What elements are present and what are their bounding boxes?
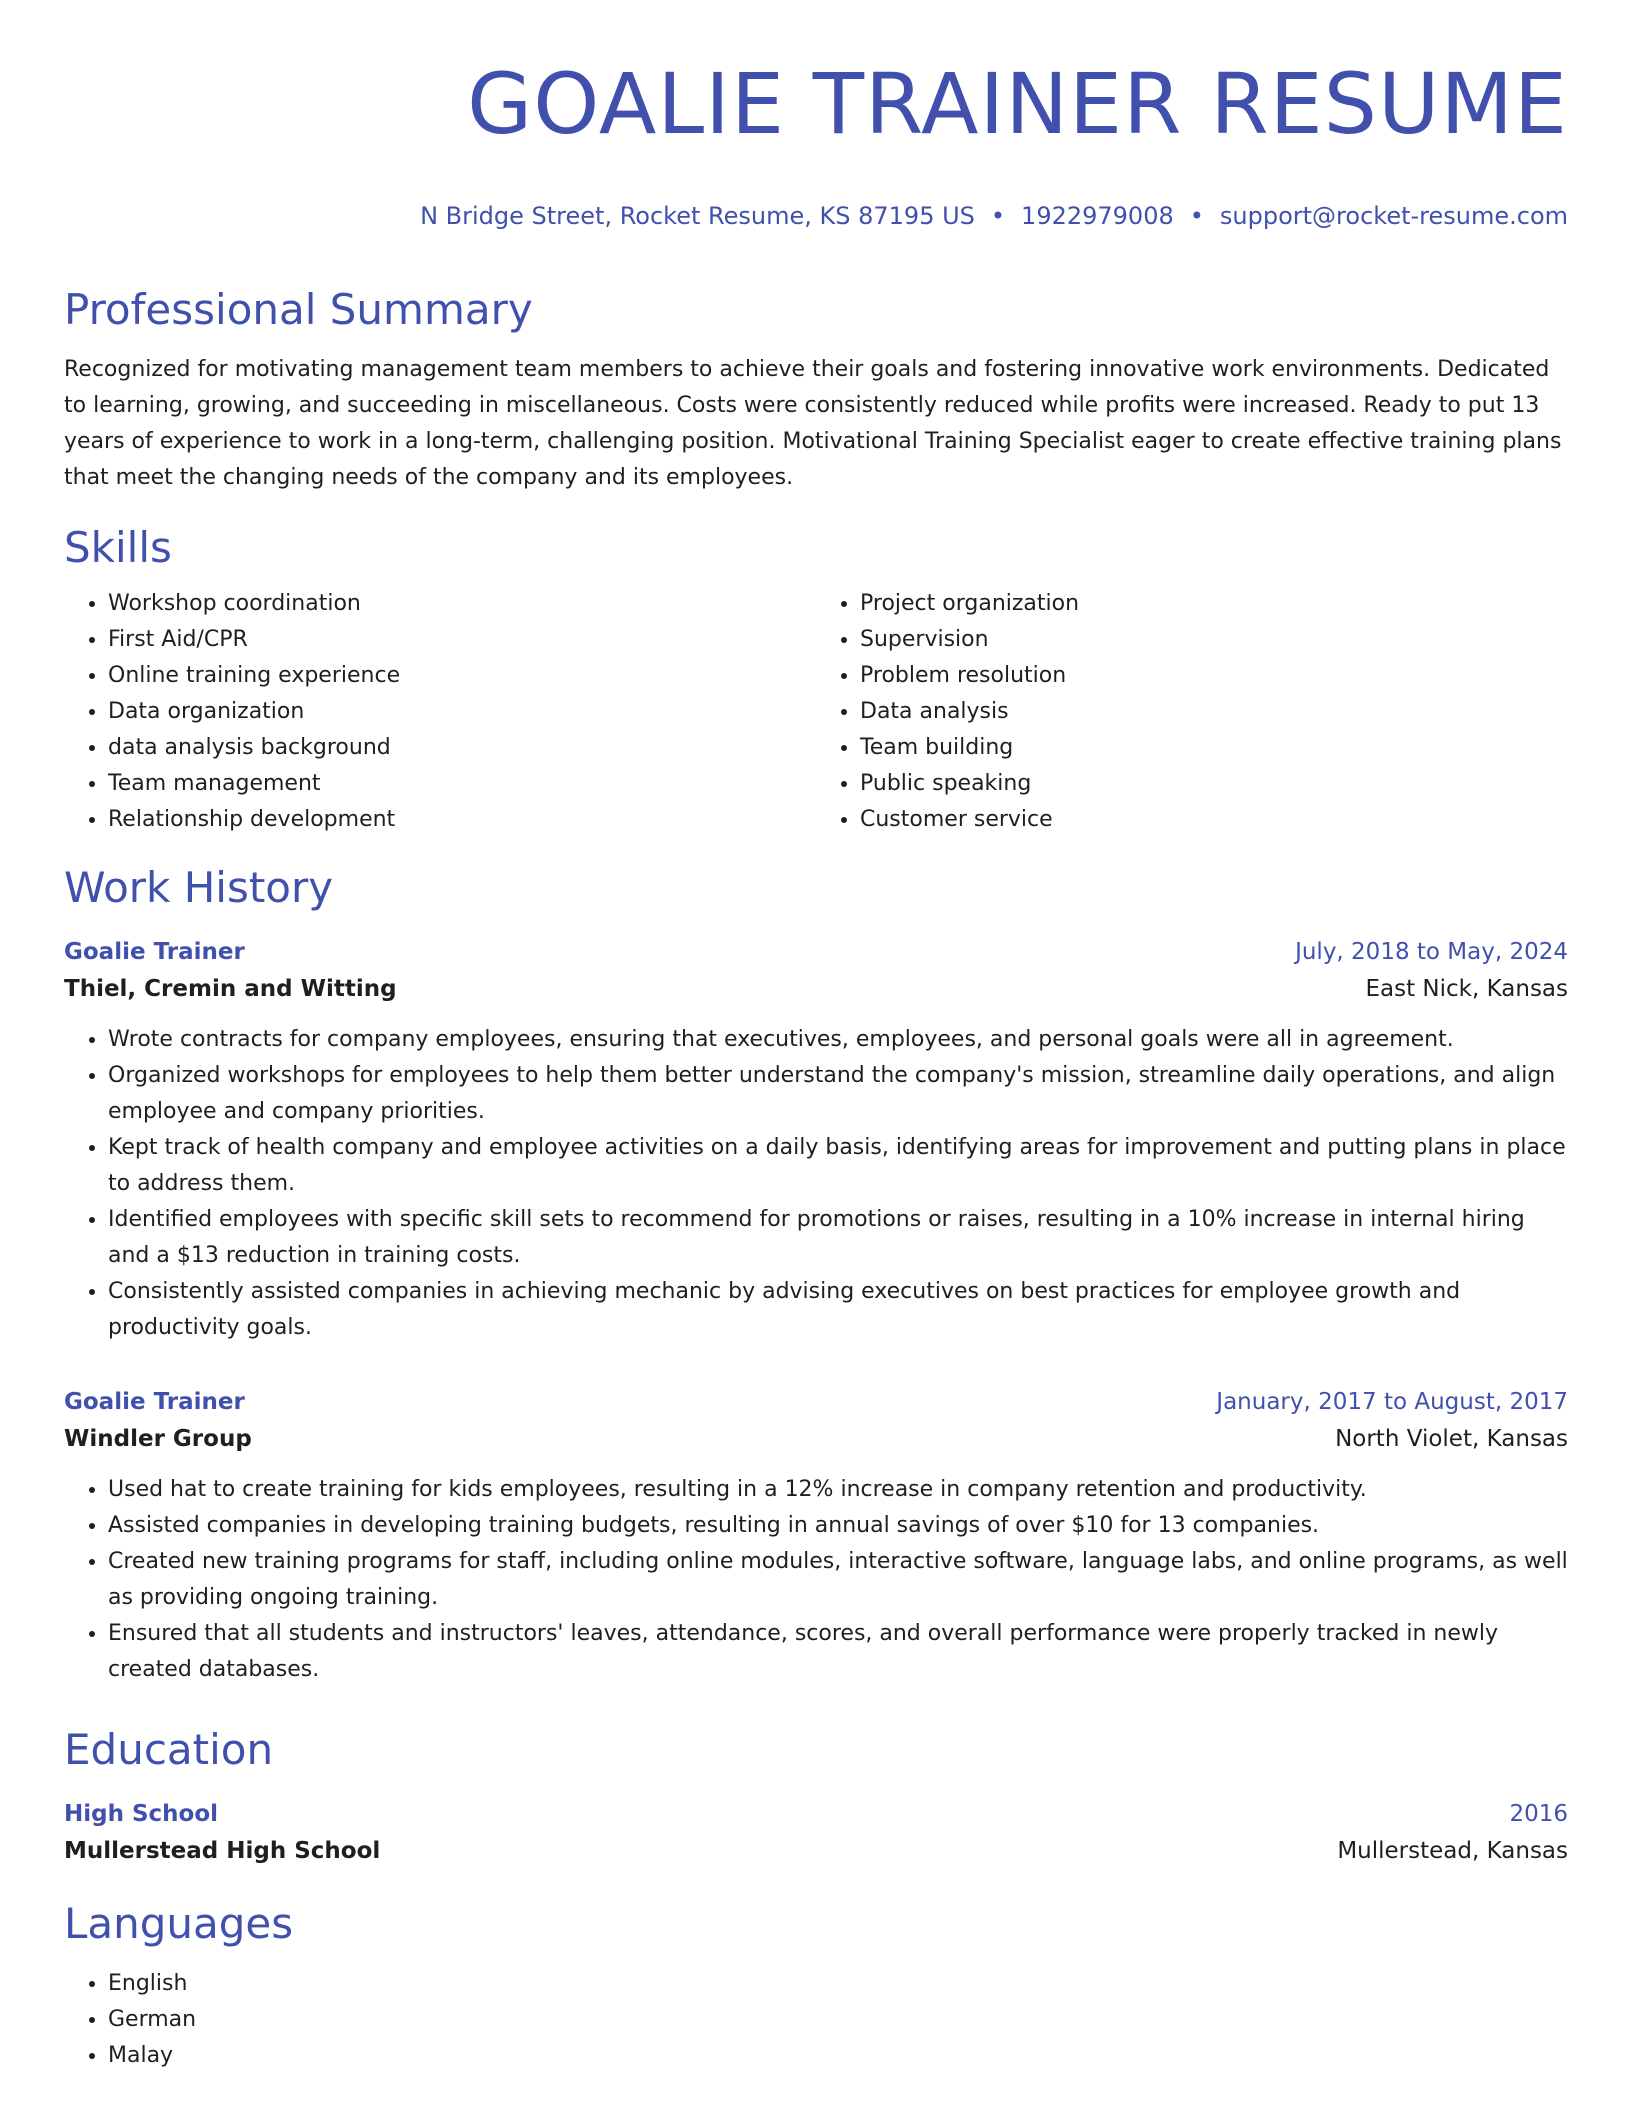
education-school: Mullerstead High School (64, 1838, 381, 1864)
education-location: Mullerstead, Kansas (1337, 1838, 1568, 1864)
job-bullet: • Identified employees with specific skill sets to recommend for promotions or raises, resulting in a 10% increase in internal hiring and a $13 reduction in training costs. (108, 1202, 1568, 1274)
section-heading-work-history: Work History (64, 863, 334, 912)
job-dates: July, 2018 to May, 2024 (1295, 939, 1568, 965)
skill-item: • Workshop coordination (108, 586, 816, 622)
languages-list (64, 1966, 1568, 2074)
skill-item: • First Aid/CPR (108, 622, 816, 658)
section-heading-languages: Languages (64, 1899, 294, 1948)
contact-phone: 1922979008 (1021, 202, 1174, 230)
skill-item: • Supervision (860, 622, 1568, 658)
skill-item: • Team management (108, 766, 816, 802)
job-company: Thiel, Cremin and Witting (64, 976, 397, 1002)
job-entry (64, 1384, 1568, 1688)
resume-title: GOALIE TRAINER RESUME (467, 55, 1568, 153)
language-item: • Malay (108, 2038, 1568, 2074)
job-location: North Violet, Kansas (1335, 1426, 1568, 1452)
job-company: Windler Group (64, 1426, 252, 1452)
contact-email: support@rocket-resume.com (1219, 202, 1568, 230)
skill-item: • Data organization (108, 694, 816, 730)
education-entry (64, 1796, 1568, 1870)
skill-item: • Data analysis (860, 694, 1568, 730)
skill-item: • Project organization (860, 586, 1568, 622)
language-item: • German (108, 2002, 1568, 2038)
skill-item: • Public speaking (860, 766, 1568, 802)
skills-list (64, 586, 1568, 838)
job-bullet: • Organized workshops for employees to help them better understand the company's mission, streamline daily operations, and align employee and company priorities. (108, 1058, 1568, 1130)
skill-item: • Relationship development (108, 802, 816, 838)
summary-text: Recognized for motivating management team members to achieve their goals and fostering innovative work environments. Dedicated to learning, growing, and succeeding in miscellaneous. Costs were consistently reduced while profits were increased. Ready to put 13 years of experience to work in a long-term, challenging position. Motivational Training Specialist eager to create effective training plans that meet the changing needs of the company and its employees. (64, 357, 1562, 490)
job-bullet: • Used hat to create training for kids employees, resulting in a 12% increase in company retention and productivity. (108, 1472, 1568, 1508)
job-bullet: • Wrote contracts for company employees, ensuring that executives, employees, and personal goals were all in agreement. (108, 1022, 1568, 1058)
skill-item: • Team building (860, 730, 1568, 766)
job-bullet: • Consistently assisted companies in achieving mechanic by advising executives on best practices for employee growth and productivity goals. (108, 1274, 1568, 1346)
skill-item: • Problem resolution (860, 658, 1568, 694)
job-bullets (64, 1022, 1568, 1346)
job-bullet: • Ensured that all students and instructors' leaves, attendance, scores, and overall performance were properly tracked in newly created databases. (108, 1616, 1568, 1688)
education-degree: High School (64, 1801, 219, 1827)
skill-item: • data analysis background (108, 730, 816, 766)
job-entry (64, 934, 1568, 1346)
job-bullet: • Created new training programs for staff, including online modules, interactive software, language labs, and online programs, as well as providing ongoing training. (108, 1544, 1568, 1616)
education-year: 2016 (1509, 1801, 1568, 1827)
job-bullets (64, 1472, 1568, 1688)
job-bullet: • Kept track of health company and employee activities on a daily basis, identifying areas for improvement and putting plans in place to address them. (108, 1130, 1568, 1202)
contact-separator: • (990, 202, 1006, 230)
job-role: Goalie Trainer (64, 939, 245, 965)
skill-item: • Online training experience (108, 658, 816, 694)
contact-line (64, 200, 1568, 232)
section-heading-education: Education (64, 1725, 274, 1774)
job-dates: January, 2017 to August, 2017 (1216, 1389, 1568, 1415)
job-role: Goalie Trainer (64, 1389, 245, 1415)
section-heading-skills: Skills (64, 523, 172, 572)
job-location: East Nick, Kansas (1365, 976, 1568, 1002)
contact-address: N Bridge Street, Rocket Resume, KS 87195 US (420, 202, 975, 230)
job-bullet: • Assisted companies in developing training budgets, resulting in annual savings of over $10 for 13 companies. (108, 1508, 1568, 1544)
skills-column-left (64, 586, 816, 838)
skill-item: • Customer service (860, 802, 1568, 838)
language-item: • English (108, 1966, 1568, 2002)
contact-separator: • (1189, 202, 1204, 230)
resume-page (64, 0, 1568, 2074)
section-heading-summary: Professional Summary (64, 285, 533, 334)
skills-column-right (816, 586, 1568, 838)
